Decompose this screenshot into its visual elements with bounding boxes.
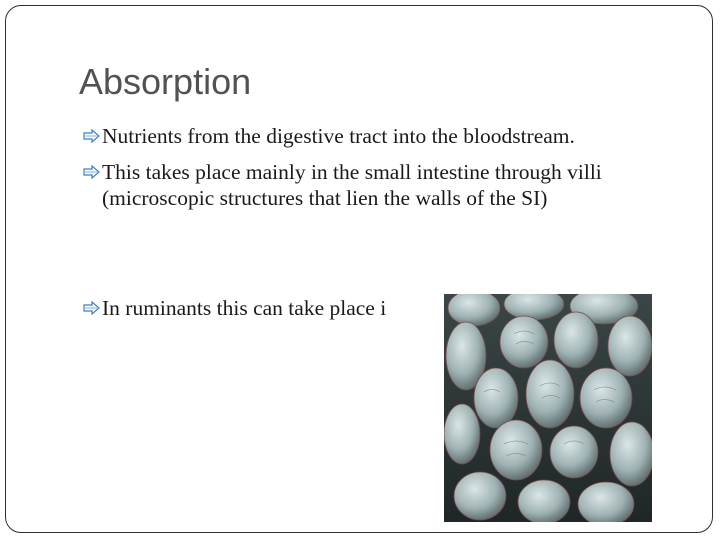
bullet-text: In ruminants this can take place i xyxy=(102,296,387,320)
bullet-text: This takes place mainly in the small intestine through villi (microscopic structures that lien the walls of the SI) xyxy=(102,160,602,210)
bullet-item xyxy=(82,123,575,149)
bullet-item xyxy=(82,159,662,211)
bullet-arrow-icon xyxy=(82,300,102,316)
bullet-arrow-icon xyxy=(82,164,102,180)
bullet-text: Nutrients from the digestive tract into the bloodstream. xyxy=(102,124,575,148)
villi-micrograph-icon xyxy=(444,294,652,522)
bullet-arrow-icon xyxy=(82,128,102,144)
bullet-item xyxy=(82,295,386,321)
villi-micrograph-image xyxy=(444,294,652,522)
slide-title: Absorption xyxy=(79,61,252,102)
